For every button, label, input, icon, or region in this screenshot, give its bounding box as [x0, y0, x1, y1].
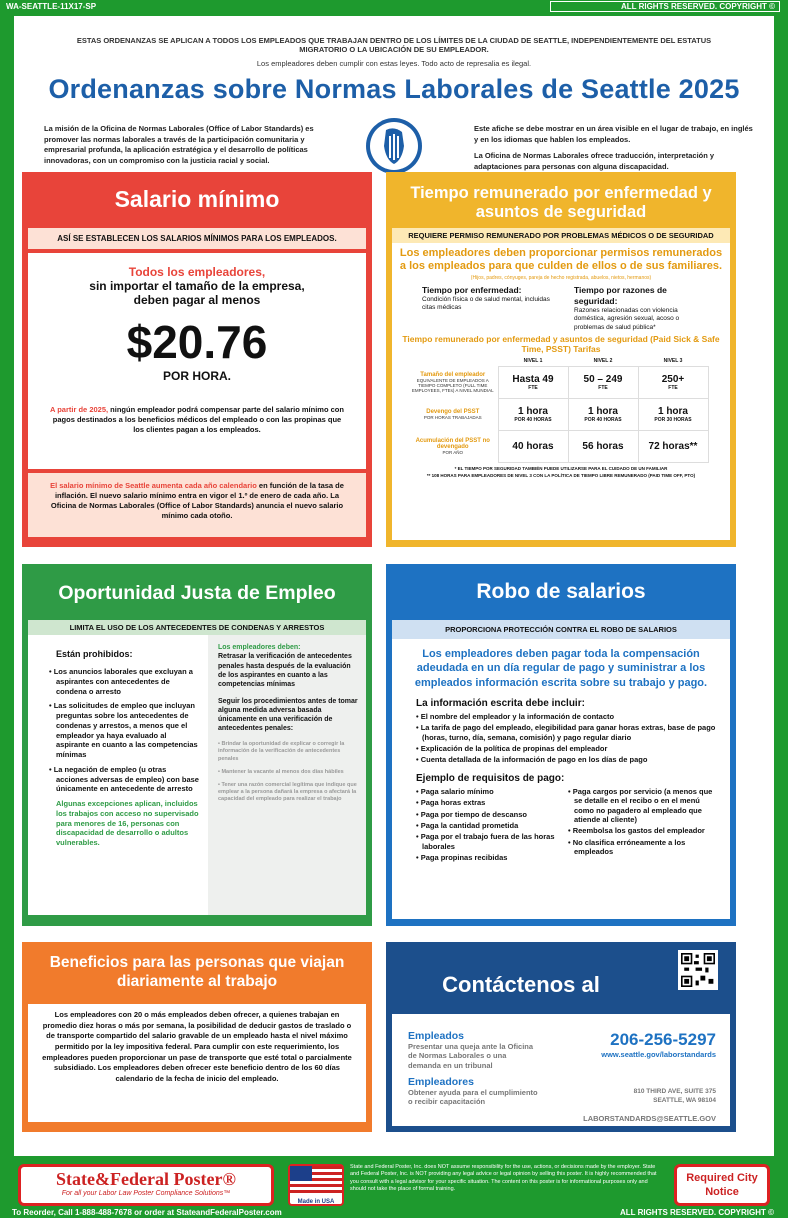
sick-safe-body — [392, 243, 730, 540]
sick-safe-lead: Los empleadores deben proporcionar permisos remunerados a los empleados para que culden de ellos o de sus familiares. — [399, 247, 723, 273]
poster-code: WA-SEATTLE-11X17-SP — [6, 2, 97, 11]
cell-unit: POR 40 HORAS — [584, 417, 622, 424]
pay-requirements — [416, 787, 720, 865]
psst-table-title: Tiempo remunerado por enfermedad y asuntos de seguridad (Paid Sick & Safe Time, PSST) Tarifas — [402, 334, 720, 355]
list-item: • Tener una razón comercial legítima que indique que emplear a la persona dañará la empresa o afectará la capacidad del empleado para realizar el trabajo — [218, 782, 358, 803]
minimum-wage-subtitle: ASÍ SE ESTABLECEN LOS SALARIOS MÍNIMOS PARA LOS EMPLEADOS. — [28, 228, 366, 249]
made-in-usa-label: Made in USA — [297, 1199, 335, 1205]
commuter-title: Beneficios para las personas que viajan diariamente al trabajo — [49, 954, 345, 990]
per-hour-label: POR HORA. — [162, 369, 231, 383]
sick-safe-subtitle: REQUIERE PERMISO REMUNERADO POR PROBLEMAS MÉDICOS O DE SEGURIDAD — [392, 228, 730, 243]
table-cell — [568, 367, 638, 399]
row-label-text: Acumulación del PSST no devengado — [415, 438, 490, 451]
commuter-body: Los empleadores con 20 o más empleados deben ofrecer, a quienes trabajan en promedio diez horas o más por semana, la posibilidad de deducir gastos de traslado o de transporte compartido del salario gravable de un empleado hasta el nivel máximo permitido por la ley impositiva federal. Para cumplir con este requerimiento, los empleadores pueden proporcionar un pase de transporte que esté total o parcialmente subsidiado. Los empleadores deben ofrecer este beneficio dentro de los 60 días calendario de la fecha de inicio del empleado. — [28, 1004, 366, 1122]
delay-check-text: Retrasar la verificación de antecedentes penales hasta después de la evaluación de los aspirantes en cuanto a las competencias mínimas — [218, 653, 352, 688]
list-item: • Las solicitudes de empleo que incluyan preguntas sobre los antecedentes de condenas y arrestos, a menos que el empleador ya haya evaluado al aspirante en cuanto a las competencias mínimas — [56, 701, 200, 760]
written-info-heading: La información escrita debe incluir: — [416, 697, 585, 709]
row-label-text: Tamaño del empleador — [420, 372, 486, 379]
table-row — [408, 367, 708, 399]
us-flag-icon — [290, 1166, 342, 1194]
cell-value: 56 horas — [582, 441, 624, 453]
list-item: • La negación de empleo (u otras acciones adversas de empleo) con base únicamente en antecedente de arresto — [56, 765, 200, 794]
employers-must-column — [208, 635, 366, 915]
fair-chance-body — [28, 635, 366, 915]
cell-value: 250+ — [661, 374, 685, 386]
level-2-label: NIVEL 2 — [593, 358, 613, 365]
list-item: • Mantener la vacante al menos dos días hábiles — [218, 769, 358, 776]
cell-value: 1 hora — [657, 406, 688, 418]
psst-note-2: ** 108 HORAS PARA EMPLEADORES DE NIVEL 3 CON LA POLÍTICA DE TIEMPO LIBRE REMUNERADO (PAID TIME OFF, PTO) — [426, 472, 696, 478]
safe-time-col — [574, 285, 710, 332]
cell-unit: POR 40 HORAS — [514, 417, 552, 424]
wage-increase-body: en función de la tasa de inflación. El nuevo salario mínimo entra en vigor el 1.º de enero de cada año. La Oficina de Normas Laborales (Office of Labor Standards) anuncia el nuevo salario mínimo cada otoño. — [50, 481, 344, 521]
list-item: • Los anuncios laborales que excluyan a aspirantes con antecedentes de condena o arresto — [56, 667, 200, 696]
exceptions-note: Algunas excepciones aplican, incluidos los trabajos con acceso no supervisado para menores de 16, personas con discapacidad de desarrollo o adultos vulnerables. — [56, 799, 199, 848]
cell-unit: FTE — [598, 385, 608, 392]
cell-value: 72 horas** — [648, 441, 698, 453]
employers-heading: Empleadores — [408, 1076, 474, 1088]
level-1-label: NIVEL 1 — [523, 358, 543, 365]
contact-body — [392, 1014, 730, 1126]
fair-chance-subtitle: LIMITA EL USO DE LOS ANTECEDENTES DE CONDENAS Y ARRESTOS — [28, 620, 366, 635]
employees-heading: Empleados — [408, 1030, 465, 1042]
mission-text: La misión de la Oficina de Normas Laborales (Office of Labor Standards) es promover las normas laborales a través de la participación comunitaria y empresarial profunda, la aplicación estratégica y el desarrollo de políticas innovadoras, con un compromiso con la justicia racial y social. — [44, 124, 314, 165]
prohibited-column — [28, 635, 208, 915]
list-item: • Paga la cantidad prometida — [416, 821, 568, 830]
procedures-text: Seguir los procedimientos antes de tomar alguna medida adversa basada únicamente en una verificación de antecedentes penales: — [218, 697, 358, 733]
wage-theft-title: Robo de salarios — [476, 580, 646, 603]
cell-unit: FTE — [528, 385, 538, 392]
prohibited-heading: Están prohibidos: — [56, 649, 133, 660]
required-city-notice-badge: Required City Notice — [674, 1164, 770, 1206]
table-cell — [568, 431, 638, 463]
pay-requirements-left — [416, 787, 568, 865]
wage-theft-lead: Los empleadores deben pagar toda la compensación adeudada en un día regular de pago y suministrar a los empleados información escrita sobre su trabajo y pago. — [414, 648, 708, 689]
applicability-notice: ESTAS ORDENANZAS SE APLICAN A TODOS LOS EMPLEADOS QUE TRABAJAN DENTRO DE LOS LÍMITES DE LA CIUDAD DE SEATTLE, INDEPENDIENTEMENTE DEL ESTATUS MIGRATORIO O LA UBICACIÓN DE SU EMPLEADOR. — [76, 36, 712, 55]
level-row — [408, 356, 708, 367]
cell-value: Hasta 49 — [512, 374, 554, 386]
contact-section — [386, 942, 736, 1132]
wage-theft-section — [386, 564, 736, 926]
table-cell — [498, 367, 568, 399]
seattle-seal-icon — [364, 116, 424, 176]
safe-time-heading: Tiempo por razones de seguridad: — [574, 284, 667, 306]
list-item: • Brindar la oportunidad de explicar o corregir la información de la verificación de antecedentes penales — [218, 741, 358, 762]
psst-table — [408, 356, 709, 463]
wage-theft-subtitle: PROPORCIONA PROTECCIÓN CONTRA EL ROBO DE SALARIOS — [392, 620, 730, 639]
wage-theft-body — [392, 639, 730, 919]
table-cell — [638, 399, 708, 431]
fair-chance-title: Oportunidad Justa de Empleo — [58, 582, 336, 604]
table-cell — [638, 431, 708, 463]
row-label — [408, 431, 498, 463]
cell-value: 40 horas — [512, 441, 554, 453]
brand-name: State&Federal Poster® — [56, 1169, 236, 1189]
family-members-note: (Hijos, padres, cónyuges, pareja de hecho registrada, abuelos, nietos, hermanos) — [470, 274, 652, 281]
wage-offset-text — [28, 383, 366, 435]
bottom-bar — [0, 1206, 788, 1218]
wage-increase-heading: El salario mínimo de Seattle aumenta cada año calendario — [50, 481, 257, 490]
regardless-size-text: sin importar el tamaño de la empresa, — [89, 279, 305, 293]
list-item: • Paga cargos por servicio (a menos que se detalle en el recibo o en el menú como no pagadero al empleado que atiende al cliente) — [568, 787, 720, 825]
row-label — [408, 399, 498, 431]
sick-safe-section — [386, 172, 736, 547]
list-item: • Paga por el trabajo fuera de las horas laborales — [416, 832, 568, 851]
retaliation-notice: Los empleadores deben cumplir con estas leyes. Todo acto de represalia es ilegal. — [256, 59, 532, 68]
qr-code-icon[interactable] — [678, 950, 718, 990]
list-item: • Reembolsa los gastos del empleador — [568, 826, 720, 835]
employers-must-heading: Los empleadores deben: — [218, 644, 301, 652]
fair-chance-section — [22, 564, 372, 926]
all-employers-text: Todos los empleadores, — [128, 265, 266, 279]
cell-unit: POR 30 HORAS — [654, 417, 692, 424]
sick-time-heading: Tiempo por enfermedad: — [422, 284, 522, 295]
footer — [14, 1162, 774, 1206]
psst-notes — [398, 466, 724, 479]
employers-text: Obtener ayuda para el cumplimiento o recibir capacitación — [408, 1088, 538, 1107]
list-item: • Cuenta detallada de la información de pago en los días de pago — [416, 755, 720, 764]
minimum-wage-title: Salario mínimo — [114, 186, 280, 212]
level-3-label: NIVEL 3 — [663, 358, 683, 365]
safe-time-text: Razones relacionadas con violencia doméstica, agresión sexual, acoso o problemas de salud pública* — [574, 306, 680, 331]
display-info — [474, 124, 754, 172]
list-item: • Paga horas extras — [416, 798, 568, 807]
psst-note-1: * EL TIEMPO POR SEGURIDAD TAMBIÉN PUEDE UTILIZARSE PARA EL CUIDADO DE UN FAMILIAR — [454, 466, 668, 472]
row-label — [408, 367, 498, 399]
list-item: • Paga por tiempo de descanso — [416, 810, 568, 819]
list-item: • No clasifica erróneamente a los empleados — [568, 838, 720, 857]
address-line-2: SEATTLE, WA 98104 — [653, 1096, 716, 1104]
prohibited-list — [53, 667, 200, 794]
disclaimer: State and Federal Poster, Inc. does NOT assume responsibility for the use, actions, or decisions made by the employer. State and Federal Poster, Inc. is NOT providing any legal advice or legal opinion by selling this poster. It is highly recommended that you consult with a legal advisor for your specific situation. The content on this poster is for informational purposes only and should not take the place of formal training. — [350, 1164, 657, 1192]
pay-requirements-right — [568, 787, 720, 865]
translation-services: La Oficina de Normas Laborales ofrece traducción, interpretación y adaptaciones para personas con alguna discapacidad. — [474, 151, 715, 171]
row-sublabel: POR AÑO — [442, 450, 463, 456]
wage-offset-body: ningún empleador podrá compensar parte del salario mínimo con pagos destinados a los beneficios médicos del empleado o con las propinas que los clientes pagan a los empleados. — [52, 405, 344, 435]
must-pay-text: deben pagar al menos — [133, 293, 261, 307]
table-cell — [568, 399, 638, 431]
website-link[interactable]: www.seattle.gov/laborstandards — [601, 1050, 716, 1059]
reorder-info[interactable]: To Reorder, Call 1-888-488-7678 or order at StateandFederalPoster.com — [12, 1208, 282, 1217]
table-cell — [498, 431, 568, 463]
leave-reasons — [398, 281, 724, 332]
table-cell — [498, 399, 568, 431]
row-sublabel: EQUIVALENTE DE EMPLEADOS A TIEMPO COMPLETO (FULL TIME EMPLOYEES, FTEs) A NIVEL MUNDIAL — [411, 378, 494, 394]
table-row — [408, 399, 708, 431]
brand-logo[interactable] — [18, 1164, 274, 1206]
cell-value: 1 hora — [587, 406, 618, 418]
written-info-list — [416, 712, 720, 765]
list-item: • El nombre del empleador y la información de contacto — [416, 712, 720, 721]
minimum-wage-amount: $20.76 — [126, 316, 268, 368]
cell-unit: FTE — [668, 385, 678, 392]
table-row — [408, 431, 708, 463]
cell-value: 1 hora — [517, 406, 548, 418]
display-requirement: Este afiche se debe mostrar en un área visible en el lugar de trabajo, en inglés y en los idiomas que hablen los empleados. — [474, 124, 753, 144]
office-address — [634, 1088, 716, 1106]
commuter-benefits-section — [22, 942, 372, 1132]
table-cell — [638, 367, 708, 399]
copyright-top: ALL RIGHTS RESERVED. COPYRIGHT © — [550, 1, 780, 12]
copyright-bottom: ALL RIGHTS RESERVED. COPYRIGHT © — [619, 1208, 774, 1217]
brand-tagline: For all your Labor Law Poster Compliance Solutions™ — [61, 1190, 231, 1197]
minimum-wage-section — [22, 172, 372, 547]
wage-increase-note — [28, 473, 366, 537]
wage-offset-date: A partir de 2025, — [50, 405, 109, 414]
row-sublabel: POR HORAS TRABAJADAS — [423, 415, 482, 421]
list-item: • La tarifa de pago del empleado, elegibilidad para ganar horas extras, base de pago (horas, turno, día, semana, comisión) y pago regular diario — [416, 723, 720, 742]
list-item: • Paga salario mínimo — [416, 787, 568, 796]
minimum-wage-body — [28, 253, 366, 469]
poster-title: Ordenanzas sobre Normas Laborales de Seattle 2025 — [48, 74, 740, 104]
contact-title: Contáctenos al — [442, 972, 600, 997]
employees-contact — [408, 1030, 538, 1070]
cell-value: 50 – 249 — [583, 374, 623, 386]
address-line-1: 810 THIRD AVE, SUITE 375 — [633, 1088, 716, 1095]
procedures-list — [218, 741, 358, 803]
sick-time-text: Condición física o de salud mental, incluidas citas médicas — [422, 295, 550, 312]
made-in-usa-badge — [288, 1164, 344, 1206]
pay-requirements-heading: Ejemplo de requisitos de pago: — [416, 772, 565, 784]
sick-safe-title: Tiempo remunerado por enfermedad y asuntos de seguridad — [410, 184, 712, 221]
list-item: • Paga propinas recibidas — [416, 853, 568, 862]
top-bar — [0, 0, 788, 14]
phone-number[interactable]: 206-256-5297 — [610, 1030, 716, 1049]
employees-text: Presentar una queja ante la Oficina de Normas Laborales o una demanda en un tribunal — [408, 1042, 534, 1070]
sick-time-col — [422, 285, 558, 332]
list-item: • Explicación de la política de propinas del empleador — [416, 744, 720, 753]
email-link[interactable]: LABORSTANDARDS@SEATTLE.GOV — [583, 1114, 716, 1123]
row-label-text: Devengo del PSST — [426, 409, 480, 416]
employers-contact — [408, 1076, 538, 1107]
